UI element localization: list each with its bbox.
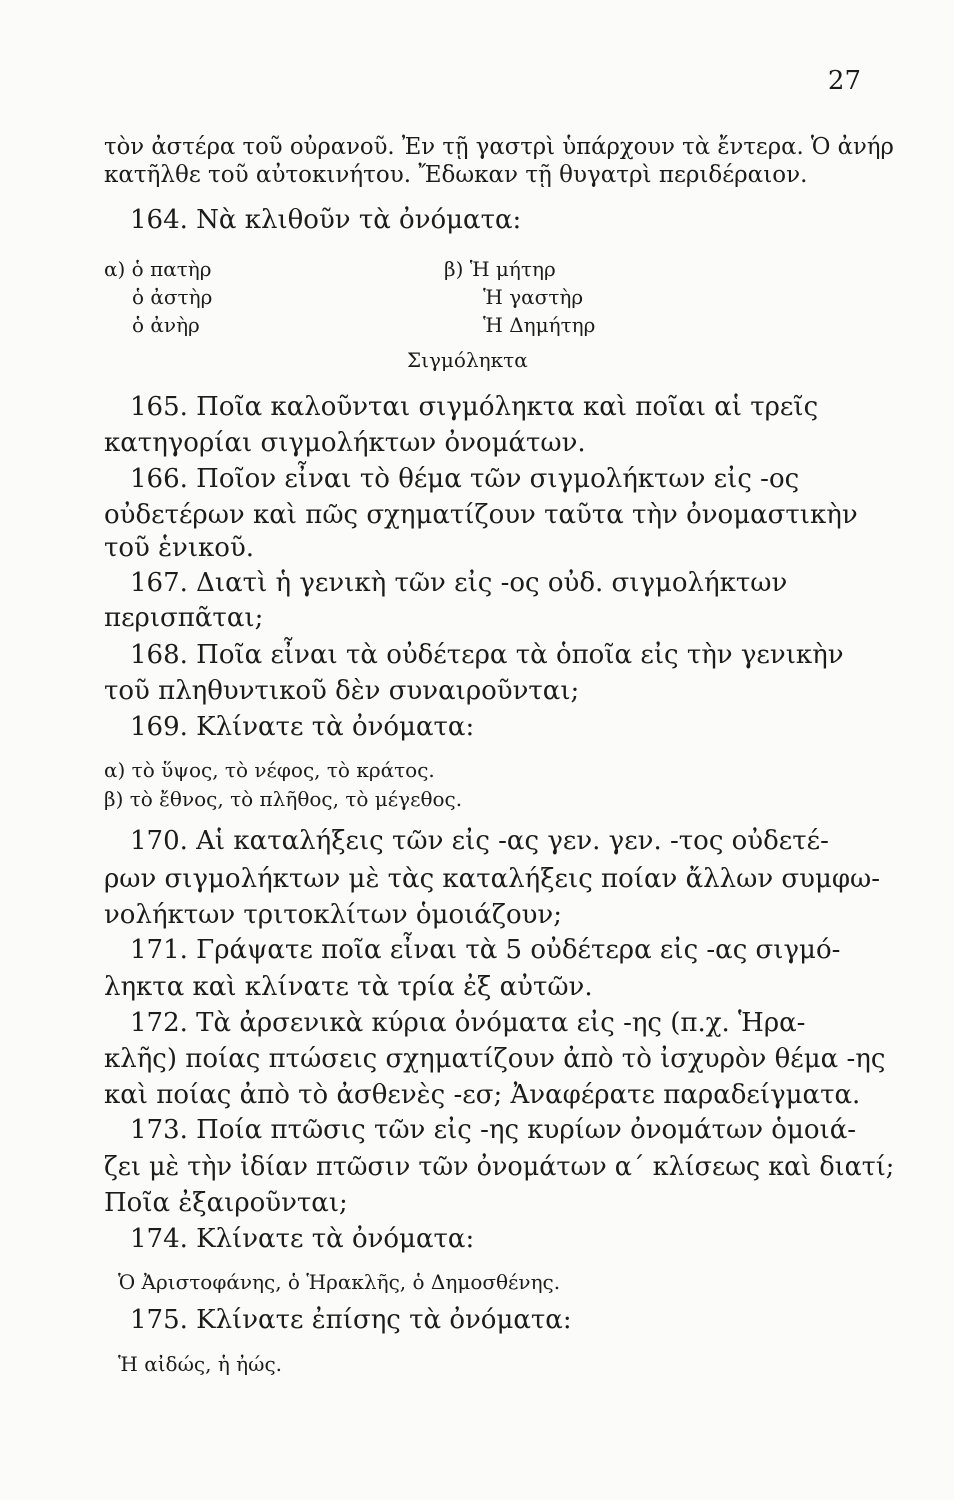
text-line: κατῆλθε τοῦ αὐτοκινήτου. Ἔδωκαν τῇ θυγατρὶ περιδέραιον. [104, 162, 808, 188]
list-item: α) τὸ ὕψος, τὸ νέφος, τὸ κράτος. [104, 758, 435, 782]
list-item: β) τὸ ἔθνος, τὸ πλῆθος, τὸ μέγεθος. [104, 787, 463, 811]
column-a-line: α) ὁ πατὴρ [104, 257, 212, 281]
text-line: ληκτα καὶ κλίνατε τὰ τρία ἐξ αὐτῶν. [104, 972, 593, 1002]
text-line: 173. Ποία πτῶσις τῶν εἰς -ης κυρίων ὀνομάτων ὁμοιά- [130, 1115, 857, 1145]
text-line: 166. Ποῖον εἶναι τὸ θέμα τῶν σιγμολήκτων εἰς -ος [130, 464, 800, 494]
text-line: κλῆς) ποίας πτώσεις σχηματίζουν ἀπὸ τὸ ἰσχυρὸν θέμα -ης [104, 1044, 886, 1074]
text-line: περισπᾶται; [104, 603, 264, 633]
column-b-line: Ἡ Δημήτηρ [483, 313, 596, 337]
text-line: 167. Διατὶ ἡ γενικὴ τῶν εἰς -ος οὐδ. σιγμολήκτων [130, 568, 788, 598]
text-line: 168. Ποῖα εἶναι τὰ οὐδέτερα τὰ ὁποῖα εἰς τὴν γενικὴν [130, 640, 844, 670]
page-number: 27 [827, 66, 861, 96]
text-line: 172. Τὰ ἀρσενικὰ κύρια ὀνόματα εἰς -ης (π.χ. Ἡρα- [130, 1008, 806, 1038]
text-line: 169. Κλίνατε τὰ ὀνόματα: [130, 712, 475, 742]
column-b-line: β) Ἡ μήτηρ [444, 257, 556, 281]
list-item: Ἡ αἰδώς, ἡ ἠώς. [118, 1352, 283, 1376]
text-line: 170. Αἱ καταλήξεις τῶν εἰς -ας γεν. γεν. -τος οὐδετέ- [130, 826, 829, 856]
list-item: Ὁ Ἀριστοφάνης, ὁ Ἡρακλῆς, ὁ Δημοσθένης. [118, 1270, 561, 1294]
text-line: οὐδετέρων καὶ πῶς σχηματίζουν ταῦτα τὴν ὀνομαστικὴν [104, 500, 858, 530]
text-line: καὶ ποίας ἀπὸ τὸ ἀσθενὲς -εσ; Ἀναφέρατε παραδείγματα. [104, 1080, 861, 1110]
text-line: τοῦ ἑνικοῦ. [104, 533, 255, 563]
text-line: τοῦ πληθυντικοῦ δὲν συναιροῦνται; [104, 676, 580, 706]
question-175: 175. Κλίνατε ἐπίσης τὰ ὀνόματα: [130, 1305, 572, 1335]
section-heading: Σιγμόληκτα [407, 348, 528, 372]
column-a-line: ὁ ἀνὴρ [132, 313, 200, 337]
text-line: ζει μὲ τὴν ἰδίαν πτῶσιν τῶν ὀνομάτων α΄ κλίσεως καὶ διατί; [104, 1152, 895, 1182]
question-164: 164. Νὰ κλιθοῦν τὰ ὀνόματα: [130, 205, 522, 235]
column-a-line: ὁ ἀστὴρ [132, 285, 213, 309]
text-line: τὸν ἀστέρα τοῦ οὐρανοῦ. Ἐν τῇ γαστρὶ ὑπάρχουν τὰ ἔντερα. Ὁ ἀνήρ [104, 134, 894, 160]
text-line: 165. Ποῖα καλοῦνται σιγμόληκτα καὶ ποῖαι αἱ τρεῖς [130, 392, 819, 422]
text-line: 171. Γράψατε ποῖα εἶναι τὰ 5 οὐδέτερα εἰς -ας σιγμό- [130, 935, 841, 965]
column-b-line: Ἡ γαστὴρ [483, 285, 584, 309]
text-line: ρων σιγμολήκτων μὲ τὰς καταλήξεις ποίαν ἄλλων συμφω- [104, 864, 881, 894]
text-line: 174. Κλίνατε τὰ ὀνόματα: [130, 1224, 475, 1254]
text-line: Ποῖα ἐξαιροῦνται; [104, 1188, 348, 1218]
text-line: κατηγορίαι σιγμολήκτων ὀνομάτων. [104, 428, 586, 458]
text-line: νολήκτων τριτοκλίτων ὁμοιάζουν; [104, 900, 562, 930]
